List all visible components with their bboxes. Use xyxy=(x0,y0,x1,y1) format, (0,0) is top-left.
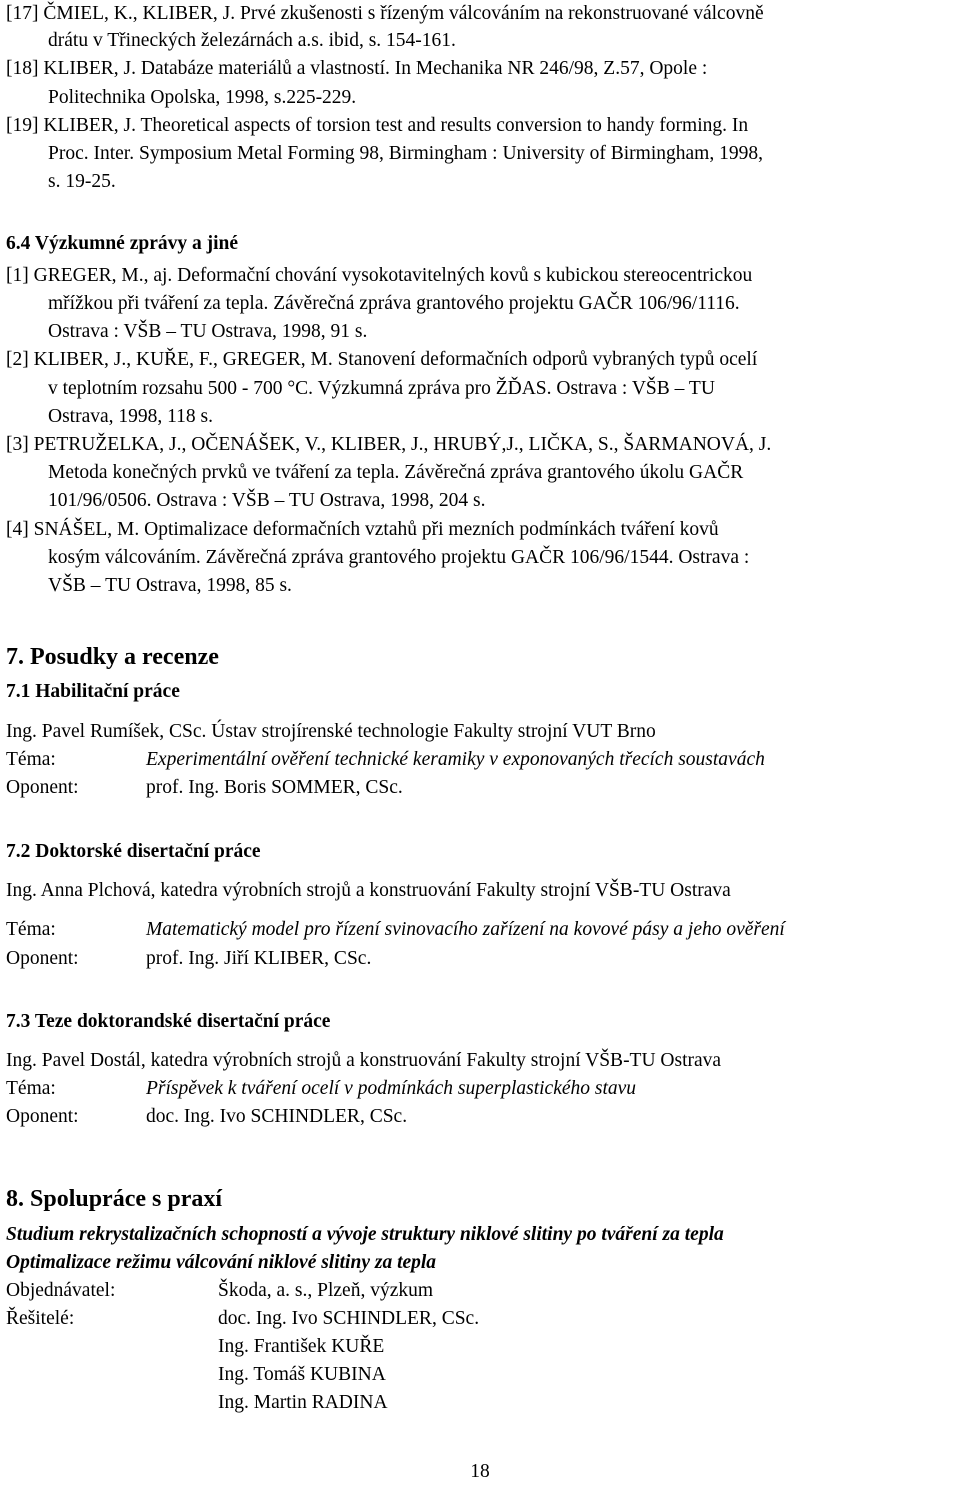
report-2-line-2: v teplotním rozsahu 500 - 700 °C. Výzkumná zpráva pro ŽĎAS. Ostrava : VŠB – TU xyxy=(48,378,715,399)
resitel-4: Ing. Martin RADINA xyxy=(218,1392,388,1413)
resitel-1: doc. Ing. Ivo SCHINDLER, CSc. xyxy=(218,1308,480,1329)
page-number: 18 xyxy=(470,1461,490,1482)
section-7-3-tema: Příspěvek k tváření ocelí v podmínkách superplastického stavu xyxy=(146,1078,637,1099)
section-7-1-tema: Experimentální ověření technické keramiky v exponovaných třecích soustavách xyxy=(146,749,765,770)
report-3-line-3: 101/96/0506. Ostrava : VŠB – TU Ostrava, 1998, 204 s. xyxy=(48,490,486,511)
section-7-1-heading: 7.1 Habilitační práce xyxy=(6,681,180,702)
report-2-line-3: Ostrava, 1998, 118 s. xyxy=(48,406,214,427)
section-7-2-oponent-label: Oponent: xyxy=(6,948,79,969)
section-7-3-oponent-label: Oponent: xyxy=(6,1106,79,1127)
report-4-line-2: kosým válcováním. Závěrečná zpráva grantového projektu GAČR 106/96/1544. Ostrava : xyxy=(48,547,750,568)
report-3-line-1: [3] PETRUŽELKA, J., OČENÁŠEK, V., KLIBER, J., HRUBÝ,J., LIČKA, S., ŠARMANOVÁ, J. xyxy=(6,434,772,455)
ref-17-line-2: drátu v Třineckých železárnách a.s. ibid, s. 154-161. xyxy=(48,30,456,51)
section-7-2-heading: 7.2 Doktorské disertační práce xyxy=(6,841,261,862)
report-1-line-3: Ostrava : VŠB – TU Ostrava, 1998, 91 s. xyxy=(48,321,368,342)
report-2-line-1: [2] KLIBER, J., KUŘE, F., GREGER, M. Stanovení deformačních odporů vybraných typů ocelí xyxy=(6,349,758,370)
section-8-heading: 8. Spolupráce s praxí xyxy=(6,1186,223,1212)
ref-18-line-2: Politechnika Opolska, 1998, s.225-229. xyxy=(48,87,357,108)
section-7-heading: 7. Posudky a recenze xyxy=(6,644,219,670)
section-7-3-tema-label: Téma: xyxy=(6,1078,56,1099)
section-7-2-person: Ing. Anna Plchová, katedra výrobních strojů a konstruování Fakulty strojní VŠB-TU Ostrava xyxy=(6,880,731,901)
report-1-line-1: [1] GREGER, M., aj. Deformační chování vysokotavitelných kovů s kubickou stereocentrickou xyxy=(6,265,753,286)
section-7-1-person: Ing. Pavel Rumíšek, CSc. Ústav strojírenské technologie Fakulty strojní VUT Brno xyxy=(6,721,656,742)
section-7-3-heading: 7.3 Teze doktorandské disertační práce xyxy=(6,1011,331,1032)
section-7-1-oponent-label: Oponent: xyxy=(6,777,79,798)
report-4-line-1: [4] SNÁŠEL, M. Optimalizace deformačních vztahů při mezních podmínkách tváření kovů xyxy=(6,519,719,540)
section-7-1-tema-label: Téma: xyxy=(6,749,56,770)
section-6-4-heading: 6.4 Výzkumné zprávy a jiné xyxy=(6,233,239,254)
section-7-3-person: Ing. Pavel Dostál, katedra výrobních strojů a konstruování Fakulty strojní VŠB-TU Ostrava xyxy=(6,1050,722,1071)
report-4-line-3: VŠB – TU Ostrava, 1998, 85 s. xyxy=(48,575,292,596)
section-7-2-oponent: prof. Ing. Jiří KLIBER, CSc. xyxy=(146,948,372,969)
resitel-2: Ing. František KUŘE xyxy=(218,1336,385,1357)
report-3-line-2: Metoda konečných prvků ve tváření za tepla. Závěrečná zpráva grantového úkolu GAČR xyxy=(48,462,744,483)
section-7-3-oponent: doc. Ing. Ivo SCHINDLER, CSc. xyxy=(146,1106,408,1127)
project-title-1: Studium rekrystalizačních schopností a vývoje struktury niklové slitiny po tváření za tepla xyxy=(6,1224,724,1245)
ref-19-line-2: Proc. Inter. Symposium Metal Forming 98, Birmingham : University of Birmingham, 1998, xyxy=(48,143,763,164)
ref-19-line-3: s. 19-25. xyxy=(48,171,116,192)
resitel-3: Ing. Tomáš KUBINA xyxy=(218,1364,386,1385)
section-7-1-oponent: prof. Ing. Boris SOMMER, CSc. xyxy=(146,777,403,798)
ref-18-line-1: [18] KLIBER, J. Databáze materiálů a vlastností. In Mechanika NR 246/98, Z.57, Opole : xyxy=(6,58,708,79)
objednavatel-label: Objednávatel: xyxy=(6,1280,116,1301)
section-7-2-tema: Matematický model pro řízení svinovacího zařízení na kovové pásy a jeho ověření xyxy=(146,919,785,940)
report-1-line-2: mřížkou při tváření za tepla. Závěrečná zpráva grantového projektu GAČR 106/96/1116. xyxy=(48,293,740,314)
resitele-label: Řešitelé: xyxy=(6,1308,75,1329)
ref-19-line-1: [19] KLIBER, J. Theoretical aspects of torsion test and results conversion to handy forming. In xyxy=(6,115,749,136)
project-title-2: Optimalizace režimu válcování niklové slitiny za tepla xyxy=(6,1252,437,1273)
objednavatel-value: Škoda, a. s., Plzeň, výzkum xyxy=(218,1280,434,1301)
section-7-2-tema-label: Téma: xyxy=(6,919,56,940)
ref-17-line-1: [17] ČMIEL, K., KLIBER, J. Prvé zkušenosti s řízeným válcováním na rekonstruované válcovně xyxy=(6,3,764,24)
